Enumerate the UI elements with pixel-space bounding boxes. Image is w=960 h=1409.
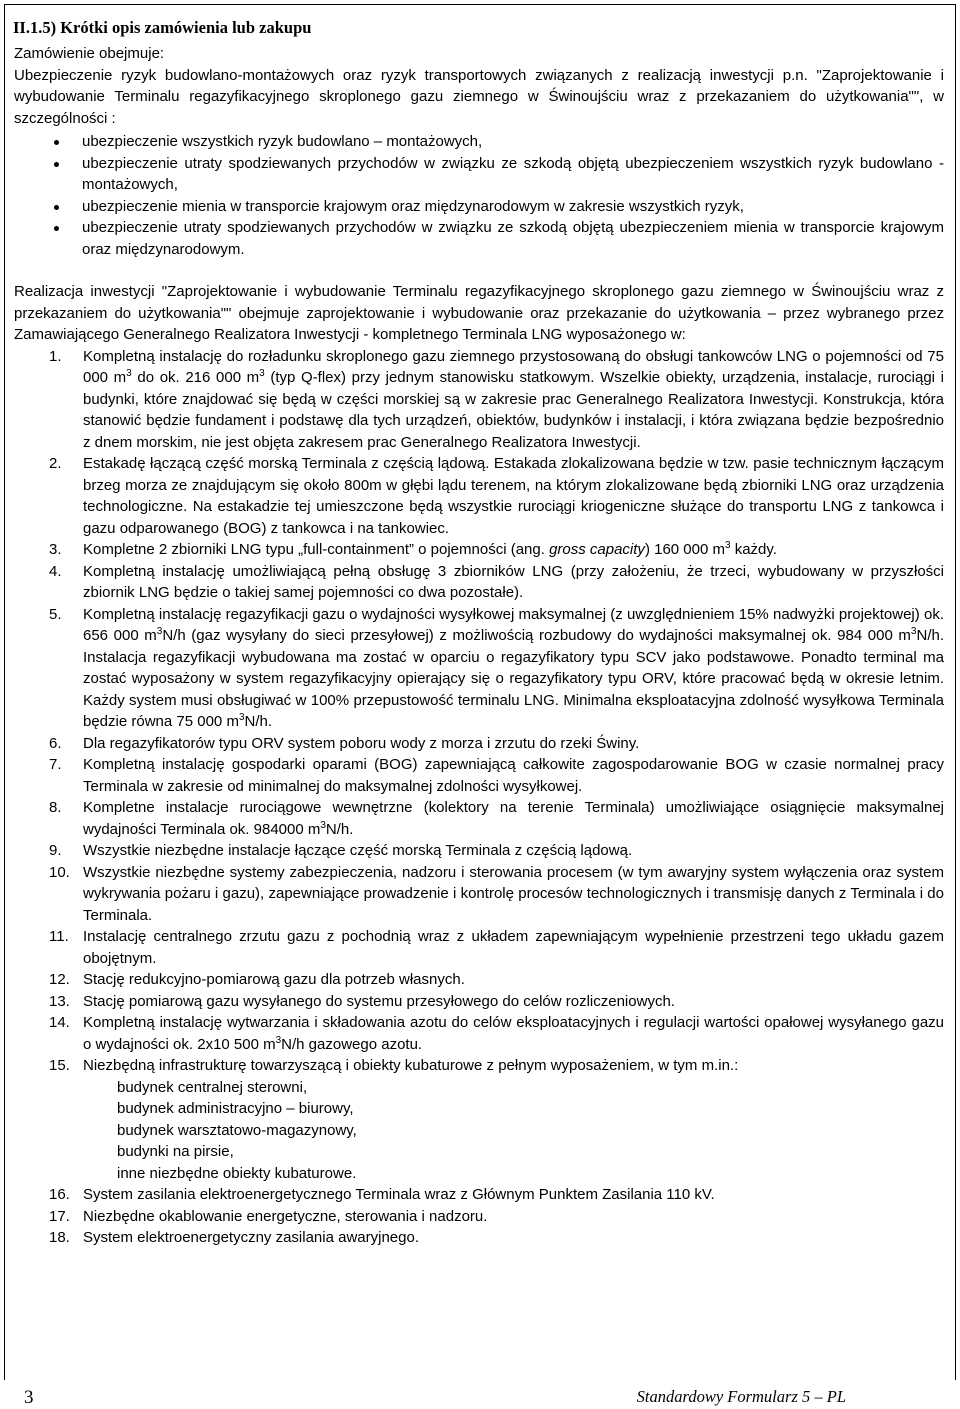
document-body	[14, 43, 944, 1249]
list-item: 2. Estakadę łączącą część morską Terminala z częścią lądową. Estakada zlokalizowana będzie w tzw. pasie technicznym łączącym brzeg morza ze znajdującym się około 800m w głębi lądu terenem, na którym zlokalizowane będą zbiorniki LNG oraz urządzenia technologiczne. Na estakadzie tej umieszczone będą wszystkie rurociągi kriogeniczne służące do transportu LNG z tankowca i gazu odparowanego (BOG) z tankowca i na tankowiec.	[49, 455, 944, 537]
list-item: 14. Kompletną instalację wytwarzania i składowania azotu do celów eksploatacyjnych i regulacji wartości opałowej wysyłanego gazu o wydajności ok. 2x10 500 $m^3N/h$ gazowego azotu.	[49, 1014, 944, 1053]
list-item: 3. Kompletne 2 zbiorniki LNG typu „full-containment” o pojemności (ang. gross capacity) 160 000 $m^3$ każdy.	[49, 540, 777, 558]
list-item: ubezpieczenie utraty spodziewanych przychodów w związku ze szkodą objętą ubezpieczeniem wszystkich ryzyk budowlano - montażowych,	[14, 153, 944, 196]
realization-text: Realizacja inwestycji "Zaprojektowanie i wybudowanie Terminalu regazyfikacyjnego skroplonego gazu ziemnego w Świnoujściu wraz z przekazaniem do użytkowania"" obejmuje zaprojektowanie i wybudowanie oraz przekazanie do użytkowania – przez wybranego przez Zamawiającego Generalnego Realizatora Inwestycji - kompletnego Terminala LNG wyposażonego w:	[14, 283, 944, 343]
list-item: ubezpieczenie utraty spodziewanych przychodów w związku ze szkodą objętą ubezpieczeniem mienia w transporcie krajowym oraz międzynarodowym.	[14, 217, 944, 260]
list-item: 18. System elektroenergetyczny zasilania awaryjnego.	[49, 1229, 419, 1246]
coverage-list	[14, 131, 944, 260]
list-item: 15. Niezbędną infrastrukturę towarzyszącą i obiekty kubaturowe z pełnym wyposażeniem, w tym m.in.: budynek centralnej sterowni, budynek administracyjno – biurowy, budynek warsztatowo-magazynowy, budynki na pirsie, inne niezbędne obiekty kubaturowe.	[14, 1055, 944, 1184]
list-item: 9. Wszystkie niezbędne instalacje łączące część morską Terminala z częścią lądową.	[49, 842, 633, 859]
sub-item: inne niezbędne obiekty kubaturowe.	[117, 1164, 357, 1182]
scope-list	[14, 346, 944, 1249]
list-item: 6. Dla regazyfikatorów typu ORV system poboru wody z morza i zrzutu do rzeki Świny.	[49, 734, 640, 752]
sub-item: budynki na pirsie,	[117, 1143, 234, 1160]
sub-item: budynek centralnej sterowni,	[117, 1078, 308, 1096]
form-name: Standardowy Formularz 5 – PL	[636, 1387, 846, 1406]
list-item: 10. Wszystkie niezbędne systemy zabezpieczenia, nadzoru i sterowania procesem (w tym awaryjny system wyłączenia oraz system wykrywania pożaru i gazu), zapewniające prowadzenie i kontrolę procesów technologicznych i transmisję danych z Terminala i do Terminala.	[49, 863, 944, 924]
list-item: 16. System zasilania elektroenergetycznego Terminala wraz z Głównym Punktem Zasilania 110 kV.	[49, 1186, 715, 1203]
list-item: ubezpieczenie mienia w transporcie krajowym oraz międzynarodowym w zakresie wszystkich ryzyk,	[14, 196, 944, 218]
bullet-icon	[54, 140, 59, 145]
list-item: 4. Kompletną instalację umożliwiającą pełną obsługę 3 zbiorników LNG (przy założeniu, że trzeci, wybudowany w przyszłości zbiornik LNG będzie o takiej samej pojemności co dwa pozostałe).	[49, 562, 944, 601]
list-item: 8. Kompletne instalacje rurociągowe wewnętrzne (kolektory na terenie Terminala) umożliwiające osiągnięcie maksymalnej wydajności Terminala ok. 984000 $m^3N/h$.	[49, 799, 944, 838]
list-item: 13. Stację pomiarową gazu wysyłanego do systemu przesyłowego do celów rozliczeniowych.	[49, 992, 675, 1010]
bullet-icon	[54, 226, 59, 231]
sub-item: budynek administracyjno – biurowy,	[117, 1100, 354, 1117]
intro-text: Ubezpieczenie ryzyk budowlano-montażowych oraz ryzyk transportowych związanych z realizacją inwestycji p.n. "Zaprojektowanie i wybudowanie Terminalu regazyfikacyjnego skroplonego gazu ziemnego w Świnoujściu wraz z przekazaniem do użytkowania"", w szczególności :	[14, 66, 944, 127]
list-item: 11. Instalację centralnego zrzutu gazu z pochodnią wraz z układem zapewniającym wypełnienie przestrzeni tego układu gazem obojętnym.	[49, 928, 944, 967]
bullet-icon	[54, 162, 59, 167]
sub-item: budynek warsztatowo-magazynowy,	[117, 1121, 357, 1139]
list-item: 12. Stację redukcyjno-pomiarową gazu dla potrzeb własnych.	[49, 971, 465, 988]
list-item: 7. Kompletną instalację gospodarki oparami (BOG) zapewniającą całkowite zagospodarowanie BOG w czasie normalnej pracy Terminala w zakresie od minimalnej do maksymalnej zdolności wysyłkowej.	[49, 756, 944, 795]
list-item: 17. Niezbędne okablowanie energetyczne, sterowania i nadzoru.	[49, 1207, 488, 1225]
bullet-icon	[54, 205, 59, 210]
page-number: 3	[24, 1387, 34, 1408]
list-item: ubezpieczenie wszystkich ryzyk budowlano – montażowych,	[14, 131, 944, 153]
list-item: 1. Kompletną instalację do rozładunku skroplonego gazu ziemnego przystosowaną do obsługi tankowców LNG o pojemności od 75 000 $m^3$ do ok. 216 000 $m^3$ (typ Q-flex) przy jednym stanowisku statkowym. Wszelkie obiekty, urządzenia, instalacje, rurociągi i budynki, które znajdować się będą w części morskiej są w zakresie prac Generalnego Realizatora Inwestycji. Konstrukcja, która stanowić będzie fundament i podstawę dla tych urządzeń, obiektów, budynków i instalacji, i która związana będzie bezpośrednio z dnem morskim, nie jest objęta zakresem prac Generalnego Realizatora Inwestycji.	[49, 347, 944, 451]
intro-label: Zamówienie obejmuje:	[14, 45, 165, 62]
list-item: 5. Kompletną instalację regazyfikacji gazu o wydajności wysyłkowej maksymalnej (z uwzględnieniem 15% nadwyżki projektowej) ok. 656 000 $m^3N/h$ (gaz wysyłany do sieci przesyłowej) z możliwością rozbudowy do wydajności maksymalnej ok. 984 000 $m^3N/h$. Instalacja regazyfikacji wybudowana ma zostać w oparciu o regazyfikatory typu SCV jako podstawowe. Ponadto terminal ma zostać wyposażony w system regazyfikacyjny opierający się o regazyfikatory typu ORV, które pracować będą w okresie letnim. Każdy system musi obsługiwać w 100% przepustowość terminalu LNG. Minimalna eksploatacyjna zdolność wysyłkowa Terminala będzie równa 75 000 $m^3N/h$.	[49, 605, 944, 730]
section-title: II.1.5) Krótki opis zamówienia lub zakupu	[13, 18, 312, 37]
